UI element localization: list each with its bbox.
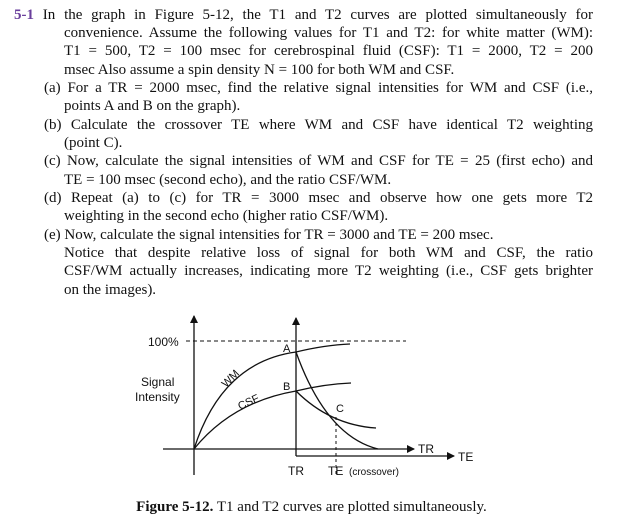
part-e-cont: on the images).: [64, 282, 157, 298]
te-axis-label: TE: [458, 450, 474, 464]
point-c-label: C: [336, 403, 344, 415]
part-b: (b) Calculate the crossover TE where WM and CSF have identical T2 weighting: [44, 117, 593, 133]
te-tick-label: TE: [328, 464, 344, 478]
part-d-cont: weighting in the second echo (higher ratio CSF/WM).: [64, 208, 389, 224]
wm-t2-curve: [296, 352, 378, 449]
problem-line: msec Also assume a spin density N = 100 for both WM and CSF.: [64, 62, 455, 78]
point-a-label: A: [283, 343, 291, 355]
y-axis-label: Signal: [141, 375, 175, 389]
problem-number: 5-1: [14, 7, 34, 23]
tr-tick-label: TR: [288, 464, 304, 478]
figure-caption-text: T1 and T2 curves are plotted simultaneously.: [213, 499, 487, 515]
figure-caption-label: Figure 5-12.: [136, 499, 214, 515]
problem-line: convenience. Assume the following values for T1 and T2: for white matter (WM):: [64, 25, 593, 41]
crossover-label: (crossover): [349, 467, 400, 478]
part-d: (d) Repeat (a) to (c) for TR = 3000 msec and observe how one gets more T2: [44, 190, 593, 206]
y-axis-label: Intensity: [135, 390, 180, 404]
csf-t1-curve: [194, 383, 351, 449]
tr-axis-label: TR: [418, 442, 434, 456]
part-a-cont: points A and B on the graph).: [64, 98, 241, 114]
problem-line: 5-1 In the graph in Figure 5-12, the T1 and T2 curves are plotted simultaneously for: [14, 7, 593, 23]
point-b-label: B: [283, 381, 291, 393]
part-e: (e) Now, calculate the signal intensities for TR = 3000 and TE = 200 msec.: [44, 227, 494, 243]
part-b-cont: (point C).: [64, 135, 123, 151]
y-max-label: 100%: [148, 335, 179, 349]
part-e-cont: Notice that despite relative loss of signal for both WM and CSF, the ratio: [64, 245, 593, 261]
problem-line: T1 = 500, T2 = 100 msec for cerebrospinal fluid (CSF): T1 = 2000, T2 = 200: [64, 43, 593, 59]
csf-label: CSF: [236, 392, 262, 413]
part-c-cont: TE = 100 msec (second echo), and the ratio CSF/WM.: [64, 172, 392, 188]
part-c: (c) Now, calculate the signal intensities of WM and CSF for TE = 25 (first echo) and: [44, 153, 593, 169]
figure-caption: [0, 499, 623, 516]
part-e-cont: CSF/WM actually increases, indicating more T2 weighting (i.e., CSF gets brighter: [64, 263, 593, 279]
part-a: (a) For a TR = 2000 msec, find the relative signal intensities for WM and CSF (i.e.,: [44, 80, 593, 96]
wm-label: WM: [219, 367, 242, 391]
